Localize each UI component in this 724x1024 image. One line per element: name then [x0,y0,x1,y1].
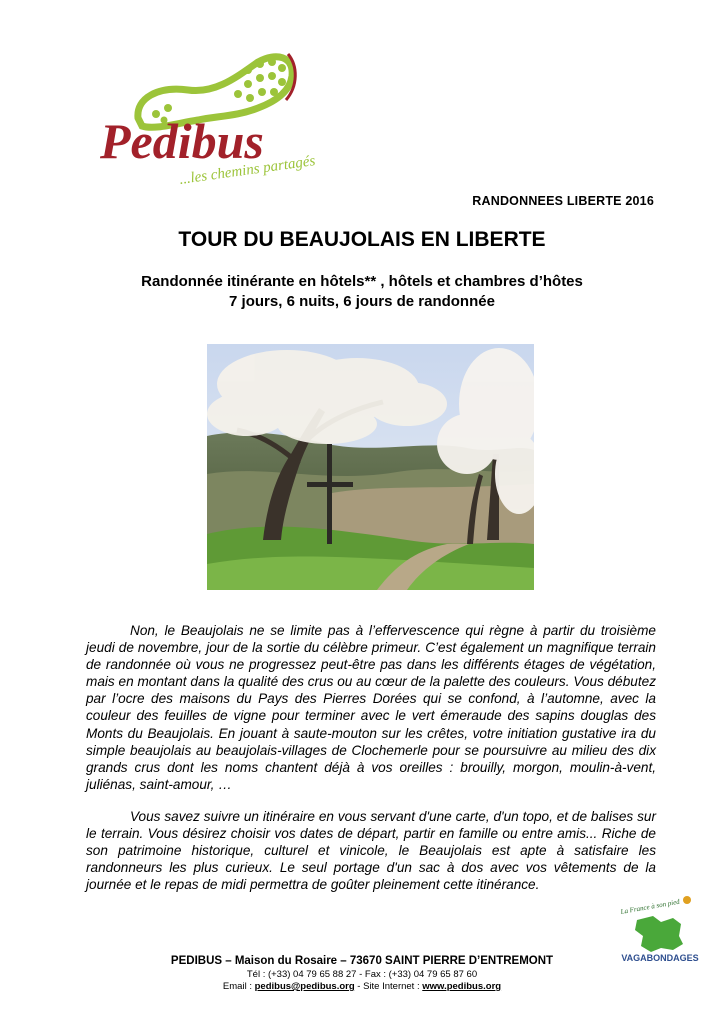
sun-icon [683,896,691,904]
page-title: TOUR DU BEAUJOLAIS EN LIBERTE [178,228,546,251]
france-map-icon [635,916,683,952]
footer-phone: Tél : (+33) 04 79 65 88 27 - Fax : (+33) 04 79 65 87 60 [246,969,478,980]
footer-address: PEDIBUS – Maison du Rosaire – 73670 SAINT PIERRE D’ENTREMONT [170,955,554,967]
logo-wordmark: Pedibus [100,113,264,169]
subtitle-line-2: 7 jours, 6 nuits, 6 jours de randonnée [229,293,495,310]
pedibus-logo [98,46,328,196]
footer [0,955,724,992]
intro-paragraph: Non, le Beaujolais ne se limite pas à l’effervescence qui règne à partir du troisième jeudi de novembre, jour de la sortie du célèbre primeur. C’est également un magnifique terrain de randonnée où vous ne progressez peut-être pas dans les différents étages de végétation, mais en montant dans la qualité des crus ou au cœur de la palette des couleurs. Vous débutez par l’ocre des maisons du Pays des Pierres Dorées qui se confond, à l’automne, avec la couleur des feuilles de vigne pour terminer avec le vert émeraude des sapins douglas des Monts du Beaujolais. En jouant à saute-mouton sur les crêtes, votre initiation gustative ira du simple beaujolais au beaujolais-villages de Clochemerle pour se poursuivre au milieu des dix grands crus dont les noms chantent déjà à vos oreilles : brouilly, morgon, moulin-à-vent, juliénas, saint-amour, … [86,623,656,792]
email-link[interactable]: pedibus@pedibus.org [254,981,355,992]
badge-name: VAGABONDAGES [621,953,699,963]
details-paragraph: Vous savez suivre un itinéraire en vous servant d'une carte, d'un topo, et de balises sur le terrain. Vous désirez choisir vos dates de départ, partir en famille ou entre amis... Riche de son patrimoine historique, culturel et vinicole, le Beaujolais est apte à satisfaire les randonneurs les plus curieux. Le seul portage d'un sac à dos avec vos vêtements de la journée et le repas de midi permettra de goûter pleinement cette itinérance. [86,809,656,893]
page-subtitle [0,272,724,312]
landscape-photo [207,344,534,590]
website-link[interactable]: www.pedibus.org [422,981,502,992]
subtitle-line-1: Randonnée itinérante en hôtels** , hôtels et chambres d’hôtes [141,273,583,290]
vagabondages-badge [617,894,703,964]
footer-contact: Email : pedibus@pedibus.org - Site Internet : www.pedibus.org [222,981,502,992]
logo-tagline: ...les chemins partagés [178,153,317,188]
badge-slogan: La France à son pied [619,897,681,916]
edition-label: RANDONNEES LIBERTE 2016 [472,194,654,208]
